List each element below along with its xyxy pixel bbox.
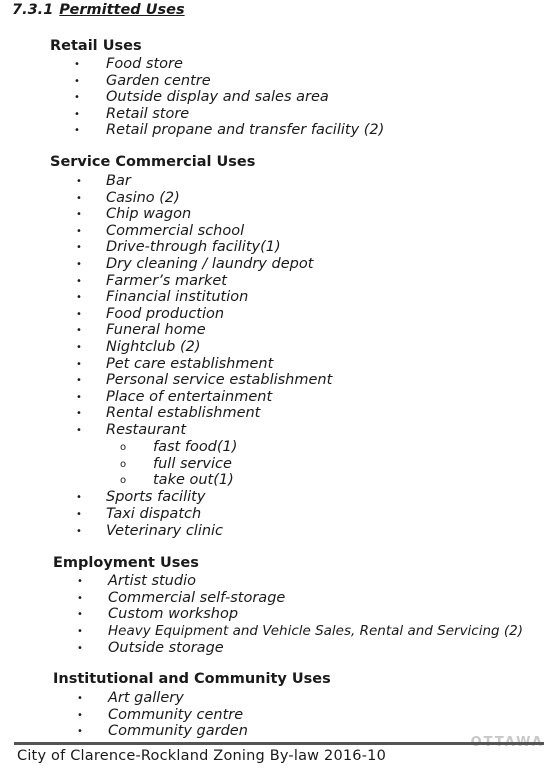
list-item: Bar — [106, 173, 131, 189]
list-item: Rental establishment — [106, 405, 261, 421]
bullet-icon: • — [76, 492, 82, 503]
bullet-icon: • — [77, 626, 83, 637]
list-item: Food store — [106, 56, 183, 72]
bullet-icon: • — [76, 242, 82, 253]
bullet-icon: • — [76, 176, 82, 187]
section-number: 7.3.1 — [12, 2, 54, 18]
list-item: Casino (2) — [106, 190, 180, 206]
heading-service-commercial-uses: Service Commercial Uses — [50, 154, 256, 170]
list-item: Outside storage — [108, 640, 224, 656]
sub-list-item: full service — [153, 456, 232, 472]
list-item: Artist studio — [108, 573, 196, 589]
list-item: Farmer’s market — [106, 273, 227, 289]
list-item: Custom workshop — [108, 606, 239, 622]
sub-list-item: take out(1) — [153, 472, 234, 488]
bullet-icon: • — [76, 526, 82, 537]
list-item: Art gallery — [108, 690, 184, 706]
bullet-icon: • — [74, 125, 80, 136]
list-item: Place of entertainment — [106, 389, 273, 405]
bullet-icon: • — [76, 193, 82, 204]
list-item: Retail store — [106, 106, 190, 122]
bullet-icon: • — [76, 292, 82, 303]
list-item: Drive-through facility(1) — [106, 239, 281, 255]
sub-bullet-icon: o — [120, 459, 127, 470]
list-item: Veterinary clinic — [106, 523, 224, 539]
heading-employment-uses: Employment Uses — [53, 555, 199, 571]
bullet-icon: • — [74, 76, 80, 87]
bullet-icon: • — [76, 509, 82, 520]
bullet-icon: • — [76, 276, 82, 287]
list-item: Community garden — [108, 723, 248, 739]
bullet-icon: • — [74, 109, 80, 120]
bullet-icon: • — [76, 342, 82, 353]
bullet-icon: • — [76, 359, 82, 370]
list-item: Pet care establishment — [106, 356, 274, 372]
bullet-icon: • — [77, 710, 83, 721]
bullet-icon: • — [77, 693, 83, 704]
bullet-icon: • — [76, 408, 82, 419]
footer-text: City of Clarence-Rockland Zoning By-law 2016-10 — [17, 748, 387, 764]
list-item: Restaurant — [106, 422, 187, 438]
list-item: Dry cleaning / laundry depot — [106, 256, 314, 272]
bullet-icon: • — [76, 325, 82, 336]
bullet-icon: • — [76, 375, 82, 386]
list-item: Nightclub (2) — [106, 339, 201, 355]
bullet-icon: • — [74, 92, 80, 103]
heading-institutional-community-uses: Institutional and Community Uses — [53, 671, 331, 687]
list-item: Garden centre — [106, 73, 211, 89]
list-item: Community centre — [108, 707, 244, 723]
sub-bullet-icon: o — [120, 475, 127, 486]
list-item: Sports facility — [106, 489, 206, 505]
list-item: Chip wagon — [106, 206, 192, 222]
sub-list-item: fast food(1) — [153, 439, 238, 455]
list-item: Personal service establishment — [106, 372, 333, 388]
section-title-text: Permitted Uses — [59, 2, 185, 18]
bullet-icon: • — [77, 576, 83, 587]
bullet-icon: • — [76, 392, 82, 403]
list-item: Retail propane and transfer facility (2) — [106, 122, 385, 138]
bullet-icon: • — [76, 425, 82, 436]
list-item: Food production — [106, 306, 225, 322]
footer-divider — [14, 742, 544, 745]
list-item: Commercial school — [106, 223, 245, 239]
bullet-icon: • — [77, 609, 83, 620]
heading-retail-uses: Retail Uses — [50, 38, 142, 54]
bullet-icon: • — [76, 209, 82, 220]
list-item: Commercial self-storage — [108, 590, 286, 606]
bullet-icon: • — [76, 226, 82, 237]
list-item: Heavy Equipment and Vehicle Sales, Rental and Servicing (2) — [108, 623, 524, 639]
bullet-icon: • — [76, 309, 82, 320]
list-item: Outside display and sales area — [106, 89, 329, 105]
bullet-icon: • — [77, 726, 83, 737]
bullet-icon: • — [74, 59, 80, 70]
bullet-icon: • — [77, 643, 83, 654]
section-title — [12, 2, 185, 18]
list-item: Financial institution — [106, 289, 249, 305]
list-item: Taxi dispatch — [106, 506, 202, 522]
bullet-icon: • — [77, 593, 83, 604]
sub-bullet-icon: o — [120, 442, 127, 453]
bullet-icon: • — [76, 259, 82, 270]
list-item: Funeral home — [106, 322, 206, 338]
